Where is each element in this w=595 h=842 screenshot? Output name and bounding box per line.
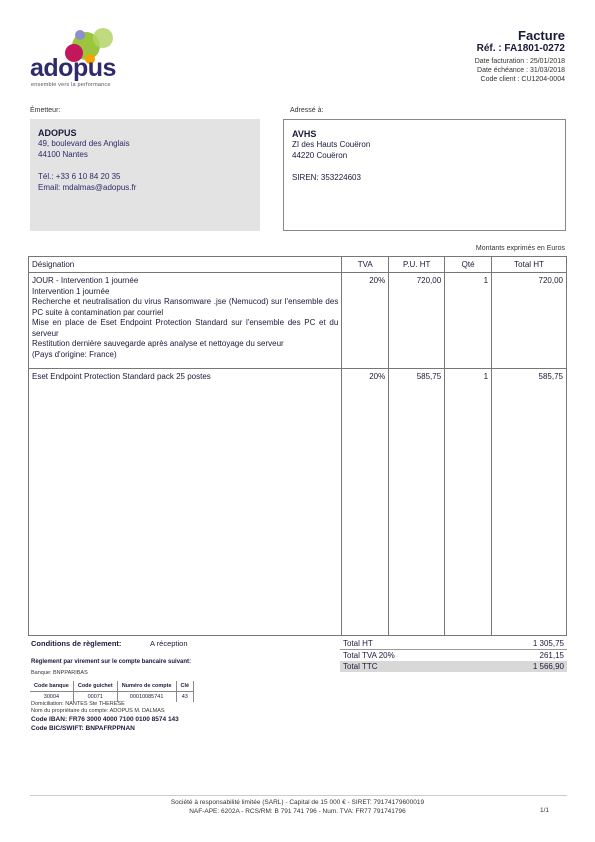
row-qty: 1	[445, 369, 492, 636]
total-ttc-value: 1 566,90	[532, 662, 564, 671]
emitter-email: Email: mdalmas@adopus.fr	[38, 183, 137, 192]
virement-label: Règlement par virement sur le compte bancaire suivant:	[31, 659, 192, 665]
bank-value: 30004	[30, 692, 73, 703]
page-number: 1/1	[539, 807, 549, 814]
total-tva-value: 261,15	[539, 651, 564, 660]
recipient-address2: 44220 Couëron	[292, 151, 348, 160]
recipient-box	[283, 119, 566, 231]
total-ht-label: Total HT	[343, 639, 373, 648]
items-table	[28, 256, 567, 636]
designation-line: (Pays d'origine: France)	[32, 349, 117, 359]
recipient-name: AVHS	[292, 129, 317, 139]
total-ht-value: 1 305,75	[532, 639, 564, 648]
total-tva-row	[340, 650, 567, 661]
emitter-address2: 44100 Nantes	[38, 150, 88, 159]
invoice-date: Date facturation : 25/01/2018	[474, 58, 565, 65]
col-qty: Qté	[445, 257, 492, 273]
emitter-label: Émetteur:	[30, 107, 61, 114]
designation-line: Eset Endpoint Protection Standard pack 25 postes	[32, 372, 211, 381]
row-designation	[29, 273, 342, 369]
emitter-address1: 49, boulevard des Anglais	[38, 139, 130, 148]
designation-line: JOUR - Intervention 1 journée	[32, 276, 139, 285]
bank-header: Code banque	[30, 681, 73, 692]
logo-wordmark: adopus	[30, 54, 116, 82]
emitter-tel: Tél.: +33 6 10 84 20 35	[38, 172, 121, 181]
total-tva-label: Total TVA 20%	[343, 651, 395, 660]
bank-value: 43	[176, 692, 194, 703]
conditions-value: A réception	[150, 639, 188, 648]
account-owner: Nom du propriétaire du compte: ADOPUS M. DALMAS	[31, 708, 165, 714]
currency-note: Montants exprimés en Euros	[475, 245, 565, 252]
row-total: 585,75	[492, 369, 567, 636]
col-total: Total HT	[492, 257, 567, 273]
table-row	[29, 273, 567, 369]
row-total: 720,00	[492, 273, 567, 369]
client-code: Code client : CU1204-0004	[480, 76, 565, 83]
domiciliation: Domiciliation: NANTES Ste THERESE	[31, 701, 125, 707]
total-ht-row	[340, 638, 567, 650]
footer-divider	[30, 795, 567, 796]
bank-header: Clé	[176, 681, 194, 692]
totals-block	[340, 638, 567, 672]
table-row	[29, 369, 567, 636]
bank-value: 00071	[73, 692, 117, 703]
row-designation	[29, 369, 342, 636]
bank-header: Numéro de compte	[117, 681, 176, 692]
row-tva: 20%	[342, 273, 389, 369]
invoice-title: Facture	[518, 28, 565, 43]
invoice-meta	[475, 57, 565, 84]
total-ttc-label: Total TTC	[343, 662, 378, 671]
designation-line: Mise en place de Eset Endpoint Protection Standard sur l'ensemble des PC et du serveur	[32, 318, 339, 338]
table-header-row	[29, 257, 567, 273]
bank-name: Banque: BNPPARIBAS	[31, 670, 88, 676]
designation-line: Restitution dernière sauvegarde après analyse et nettoyage du serveur	[32, 339, 284, 348]
recipient-siren: SIREN: 353224603	[292, 173, 361, 182]
bank-table	[30, 681, 194, 702]
total-ttc-row	[340, 661, 567, 672]
bic: Code BIC/SWIFT: BNPAFRPPNAN	[31, 725, 135, 732]
footer-line2: NAF-APE: 6202A - RCS/RM: B 791 741 796 - Num. TVA: FR77 791741796	[189, 808, 406, 815]
row-pu: 720,00	[389, 273, 445, 369]
recipient-label: Adressé à:	[290, 107, 324, 114]
designation-line: Recherche et neutralisation du virus Ransomware .jse (Nemucod) sur l'ensemble des PC suite à contamination par courriel	[32, 297, 339, 317]
row-qty: 1	[445, 273, 492, 369]
bank-value: 00010085741	[117, 692, 176, 703]
logo-tagline: ensemble vers la performance	[31, 82, 111, 88]
col-tva: TVA	[342, 257, 389, 273]
emitter-box	[30, 119, 260, 231]
row-pu: 585,75	[389, 369, 445, 636]
row-tva: 20%	[342, 369, 389, 636]
emitter-name: ADOPUS	[38, 128, 77, 138]
col-pu: P.U. HT	[389, 257, 445, 273]
designation-line: Intervention 1 journée	[32, 286, 110, 296]
footer	[0, 798, 595, 816]
recipient-address1: ZI des Hauts Couëron	[292, 140, 371, 149]
footer-line1: Société à responsabilité limitée (SARL) - Capital de 15 000 € - SIRET: 79174179600019	[170, 799, 425, 806]
conditions-label: Conditions de règlement:	[31, 639, 122, 648]
iban: Code IBAN: FR76 3000 4000 7100 0100 8574 143	[31, 716, 179, 723]
invoice-ref: Réf. : FA1801-0272	[476, 43, 565, 54]
bank-header: Code guichet	[73, 681, 117, 692]
col-designation: Désignation	[29, 257, 342, 273]
due-date: Date échéance : 31/03/2018	[477, 67, 565, 74]
bank-header-row	[30, 681, 194, 692]
